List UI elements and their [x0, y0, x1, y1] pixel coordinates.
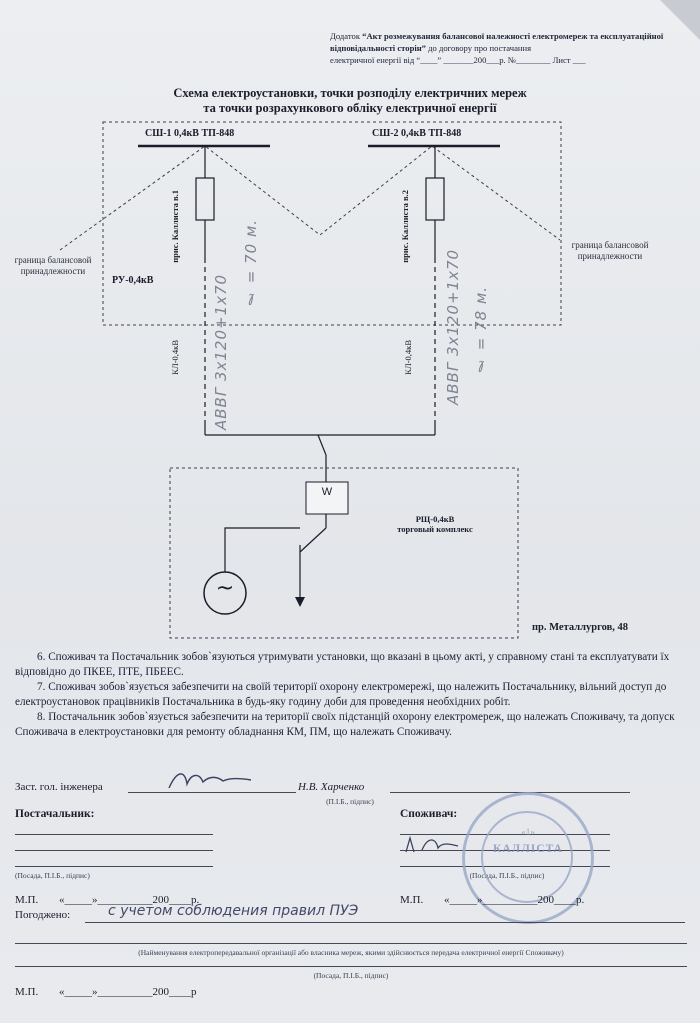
- header-suffix: до договору про постачання: [428, 43, 532, 53]
- feeder-1-label: прис. Каллиста в.1: [170, 190, 180, 263]
- busbar-1-label: СШ-1 0,4кВ ТП-848: [145, 128, 235, 139]
- fuse-2: [426, 178, 444, 220]
- deputy-caption: (П.І.Б., підпис): [326, 797, 374, 806]
- agreed-handwritten-note: с учетом соблюдения правил ПУЭ: [108, 903, 359, 919]
- scheme-title-line2: та точки розрахункового обліку електричної енергії: [203, 101, 497, 115]
- cable-1-type-label: КЛ-0,4кВ: [170, 340, 180, 375]
- cable-2-handwritten-spec: АВВГ 3х120+1х70: [444, 248, 462, 405]
- agreed-caption-org: (Найменування електропередавальної організації або власника мереж, якими здійснюється передача електричної енергії Споживачу): [138, 948, 564, 957]
- ru-label: РУ-0,4кВ: [112, 275, 154, 286]
- deputy-label: Заст. гол. інженера: [15, 781, 103, 793]
- meter-icon: W: [321, 486, 333, 498]
- consumer-mp-row: [400, 894, 584, 906]
- boundary-right-label: граница балансовой принадлежности: [571, 240, 649, 261]
- consumer-date: «_____»__________200____р.: [443, 894, 585, 906]
- document-header: [330, 30, 690, 66]
- agreed-line-1: [85, 922, 685, 923]
- supplier-title: Постачальник:: [15, 808, 95, 820]
- agreed-mp: М.П.: [15, 986, 39, 998]
- clause-8: 8. Постачальник зобов`язується забезпечити на території своїх підстанцій охорону електромереж, що належать Споживачу, та допуск Споживача в електроустановки для ремонту обладнання КМ, ПМ, що належать Споживачу.: [15, 711, 675, 738]
- supplier-mp: М.П.: [15, 894, 39, 906]
- clause-7: 7. Споживач зобов`язується забезпечити на своїй території охорону електромережі, що належить Постачальнику, вільний доступ до електроустановок працівників Постачальника в будь-яку годину доби для проведення необхідних робіт.: [15, 681, 667, 708]
- supplier-line-2: [15, 850, 213, 851]
- agreed-date: «_____»__________200____р: [58, 986, 197, 998]
- electrical-scheme: [0, 110, 700, 650]
- deputy-signature: [165, 766, 255, 796]
- cable-2-type-label: КЛ-0,4кВ: [403, 340, 413, 375]
- rsch-label: [380, 514, 490, 534]
- supplier-line-3: [15, 866, 213, 867]
- feeder-2-label: прис. Каллиста в.2: [400, 190, 410, 263]
- agreed-mp-row: [15, 986, 196, 998]
- consumer-title: Споживач:: [400, 808, 458, 820]
- stamp-text: КАЛЛІСТА: [493, 843, 563, 855]
- header-date-line: електричної енергії від “____” _______200___р. №________ Лист ___: [330, 55, 586, 65]
- busbar-2-label: СШ-2 0,4кВ ТП-848: [372, 128, 462, 139]
- supplier-line-1: [15, 834, 213, 835]
- clauses-block: [15, 650, 685, 740]
- supplier-date: «_____»__________200____р.: [58, 894, 200, 906]
- header-act-title: “Акт розмежування балансової належності електромереж та експлуатаційної відповідальності сторін”: [330, 31, 664, 53]
- consumer-caption: (Посада, П.І.Б., підпис): [469, 871, 545, 880]
- boundary-left-label: граница балансовой принадлежности: [14, 255, 92, 276]
- cable-2-handwritten-length: ℓ = 78 м.: [472, 285, 490, 375]
- deputy-name-line: [390, 792, 630, 793]
- balance-boundary-line: [60, 146, 560, 250]
- deputy-name: Н.В. Харченко: [298, 781, 365, 793]
- scheme-title-line1: Схема електроустановки, точки розподілу електричних мереж: [173, 86, 527, 100]
- switch-contact: [300, 528, 326, 552]
- load-arrow: [295, 597, 305, 607]
- agreed-label: Погоджено:: [15, 909, 71, 921]
- stamp-number: «1»: [521, 827, 535, 837]
- fuse-1: [196, 178, 214, 220]
- header-prefix: Додаток: [330, 31, 360, 41]
- supplier-caption: (Посада, П.І.Б., підпис): [15, 871, 90, 880]
- agreed-caption-position: (Посада, П.І.Б., підпис): [313, 971, 389, 980]
- cable-1-handwritten-length: ℓ = 70 м.: [242, 218, 260, 308]
- cable-1-handwritten-spec: АВВГ 3х120+1х70: [212, 273, 230, 430]
- consumer-mp: М.П.: [400, 894, 424, 906]
- address-label: пр. Металлургов, 48: [532, 622, 628, 633]
- generator-icon: ~: [215, 576, 235, 601]
- clause-6: 6. Споживач та Постачальник зобов`язуються утримувати установки, що вказані в цьому акті, у справному стані та експлуатувати їх відповідно до ПКЕЕ, ПТЕ, ПБЕЕС.: [15, 651, 670, 678]
- agreed-line-3: [15, 966, 687, 967]
- rsch-subtitle: торговый комплекс: [397, 524, 473, 534]
- agreed-line-2: [15, 943, 687, 944]
- rsch-title: РЩ-0,4кВ: [415, 514, 455, 524]
